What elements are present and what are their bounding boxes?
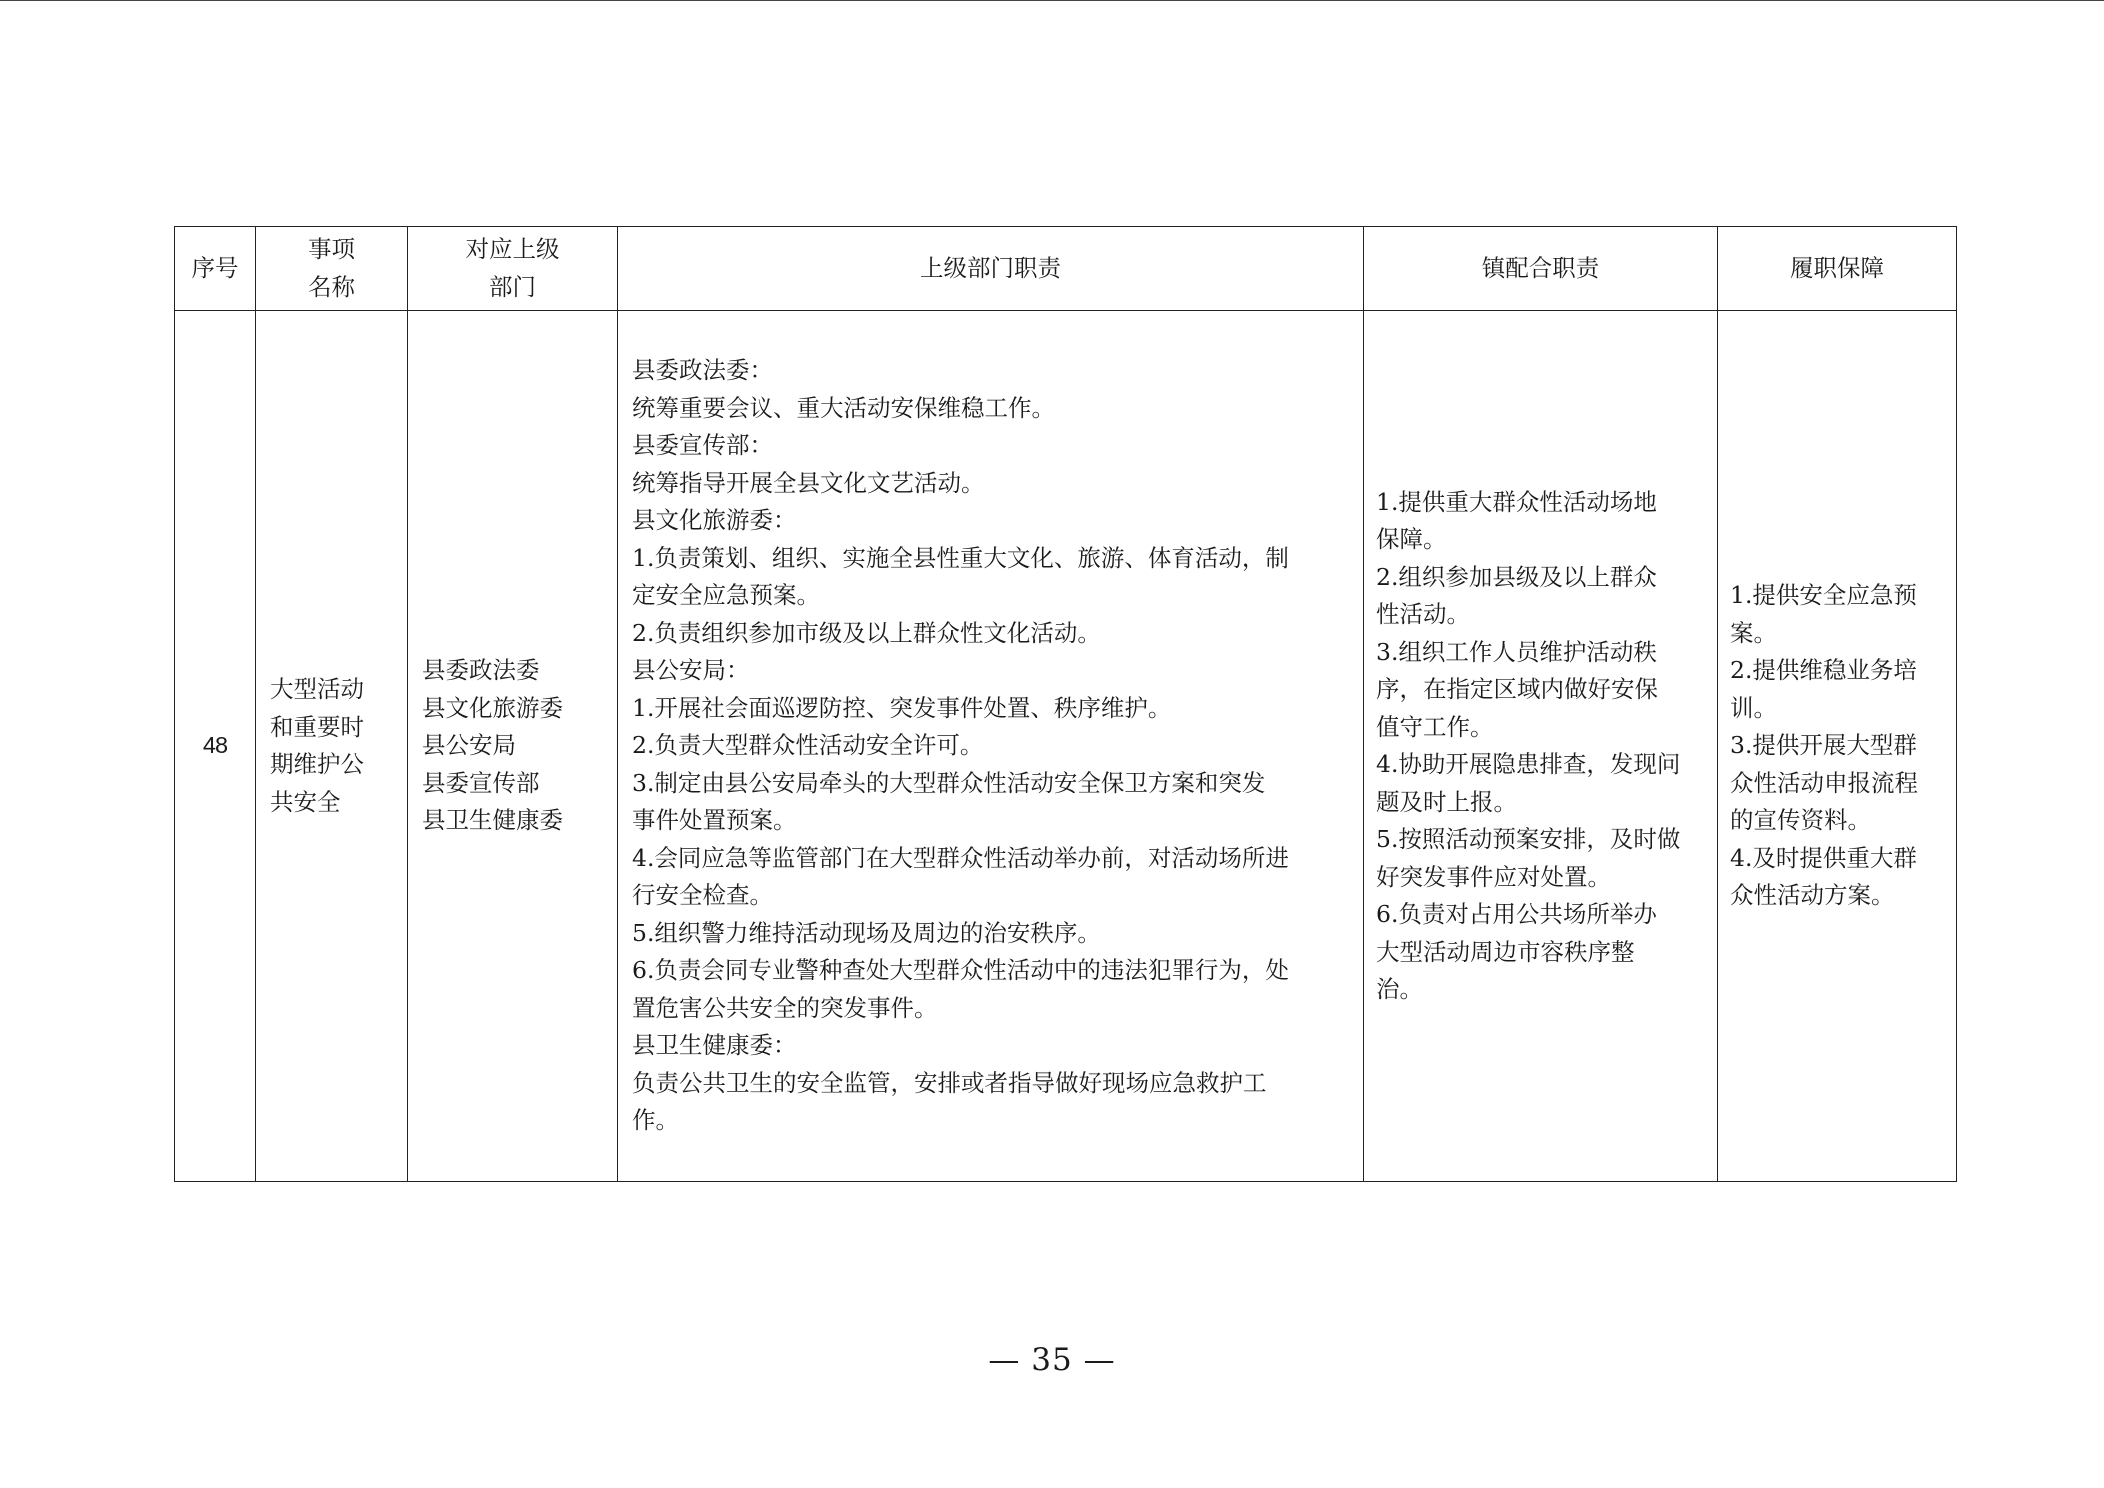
header-dept-line: 对应上级 [465,235,560,263]
cell-text-line: 4.及时提供重大群 [1730,843,1917,872]
header-dept-line: 部门 [489,272,536,301]
cell-text-line: 众性活动申报流程 [1730,768,1918,797]
cell-text-line: 治。 [1376,975,1423,1003]
cell-text-line: 值守工作。 [1376,712,1494,741]
header-seq: 序号 [175,227,256,311]
header-upper-duty: 上级部门职责 [618,227,1364,311]
cell-text-line: 县卫生健康委 [422,806,563,835]
cell-text-line: 作。 [632,1106,679,1135]
cell-text-line: 案。 [1730,618,1777,647]
cell-item-name [256,311,408,1182]
cell-text-line: 县文化旅游委 [422,693,563,722]
cell-text-line: 好突发事件应对处置。 [1376,862,1611,891]
header-town-duty: 镇配合职责 [1364,227,1718,311]
cell-text-line: 3.组织工作人员维护活动秩 [1376,637,1657,666]
cell-text-line: 3.提供开展大型群 [1730,731,1917,760]
cell-text-line: 2.负责大型群众性活动安全许可。 [632,731,984,760]
cell-text-line: 1.开展社会面巡逻防控、突发事件处置、秩序维护。 [632,693,1172,722]
cell-text-line: 期维护公 [270,750,364,778]
cell-text-line: 事件处置预案。 [632,806,797,835]
table-header [175,227,1957,311]
cell-text-line: 县委政法委： [632,356,773,385]
cell-text-line: 众性活动方案。 [1730,881,1895,910]
cell-text-line: 6.负责对占用公共场所举办 [1376,900,1657,928]
cell-guarantee [1718,311,1957,1182]
cell-text-line: 的宣传资料。 [1730,806,1871,835]
cell-seq: 48 [175,311,256,1182]
cell-text-line: 1.提供重大群众性活动场地 [1376,487,1657,516]
cell-text-line: 置危害公共安全的突发事件。 [632,993,938,1022]
header-item-name-line: 事项 [308,235,355,263]
cell-text-line: 县委宣传部： [632,431,773,460]
cell-text-line: 2.负责组织参加市级及以上群众性文化活动。 [632,618,1101,647]
cell-text-line: 县文化旅游委： [632,506,797,535]
cell-town-duty [1364,311,1718,1182]
cell-text-line: 题及时上报。 [1376,787,1517,816]
cell-text-line: 训。 [1730,693,1777,722]
cell-text-line: 和重要时 [270,712,364,741]
cell-text-line: 2.组织参加县级及以上群众 [1376,562,1657,591]
cell-text-line: 负责公共卫生的安全监管，安排或者指导做好现场应急救护工 [632,1068,1267,1097]
cell-text-line: 5.按照活动预案安排，及时做 [1376,825,1681,853]
cell-text-line: 4.协助开展隐患排查，发现问 [1376,750,1681,778]
cell-text-line: 序，在指定区域内做好安保 [1376,675,1658,703]
cell-text-line: 大型活动周边市容秩序整 [1376,937,1635,966]
cell-text-line: 共安全 [270,787,341,816]
page-top-rule [0,0,2104,1]
header-dept [408,227,618,311]
cell-text-line: 县公安局 [422,731,516,760]
cell-text-line: 县卫生健康委： [632,1031,797,1060]
table-body [175,311,1957,1182]
cell-depts [408,311,618,1182]
cell-text-line: 县公安局： [632,656,750,685]
cell-text-line: 统筹重要会议、重大活动安保维稳工作。 [632,393,1055,422]
cell-text-line: 保障。 [1376,525,1447,553]
cell-text-line: 2.提供维稳业务培 [1730,656,1917,685]
cell-text-line: 统筹指导开展全县文化文艺活动。 [632,468,985,497]
cell-text-line: 3.制定由县公安局牵头的大型群众性活动安全保卫方案和突发 [632,768,1266,797]
header-row [175,227,1957,311]
header-guarantee: 履职保障 [1718,227,1957,311]
header-item-name [256,227,408,311]
table-row [175,311,1957,1182]
cell-text-line: 5.组织警力维持活动现场及周边的治安秩序。 [632,918,1101,947]
cell-text-line: 6.负责会同专业警种查处大型群众性活动中的违法犯罪行为，处 [632,956,1289,985]
cell-text-line: 县委宣传部 [422,768,540,797]
cell-text-line: 行安全检查。 [632,881,773,910]
cell-text-line: 1.提供安全应急预 [1730,581,1917,610]
cell-text-line: 定安全应急预案。 [632,581,820,610]
page-number: — 35 — [988,1342,1116,1378]
cell-text-line: 1.负责策划、组织、实施全县性重大文化、旅游、体育活动，制 [632,543,1289,572]
cell-upper-duty [618,311,1364,1182]
cell-text-line: 大型活动 [270,675,364,703]
cell-text-line: 性活动。 [1376,600,1470,628]
duty-table [174,226,1957,1182]
cell-text-line: 县委政法委 [422,656,540,685]
cell-text-line: 4.会同应急等监管部门在大型群众性活动举办前，对活动场所进 [632,843,1289,872]
header-item-name-line: 名称 [308,272,355,301]
